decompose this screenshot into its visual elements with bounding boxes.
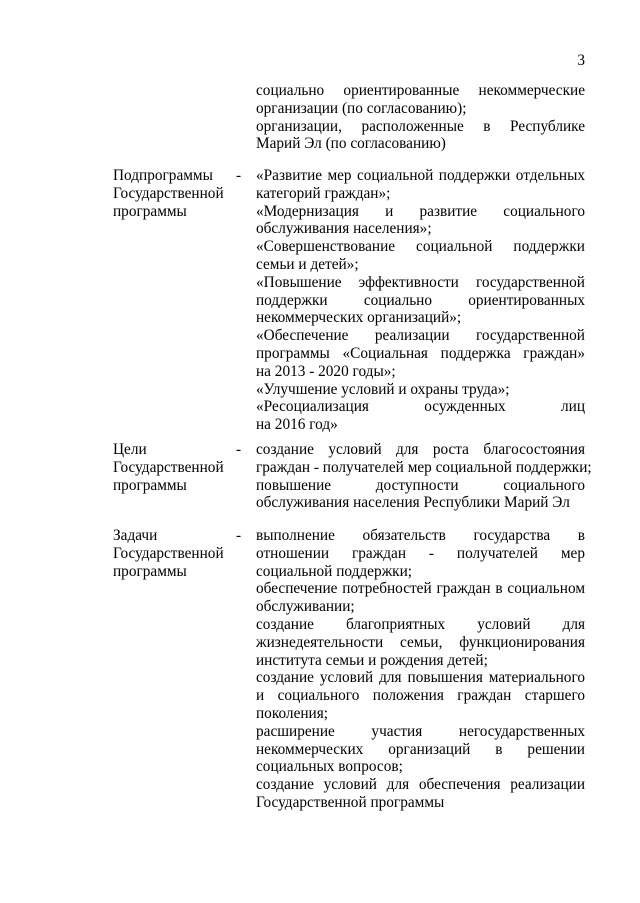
section-subprograms <box>256 167 585 434</box>
text-line: граждан - получателей мер социальной поддержки; <box>256 458 592 476</box>
label-tasks <box>113 527 224 580</box>
text-line: категорий граждан»; <box>256 184 391 202</box>
text-line: создание условий для роста благосостояния <box>256 441 585 458</box>
row-label-line: Государственной <box>113 544 224 562</box>
row-label-line: Задачи <box>113 527 158 544</box>
dash-tasks: - <box>236 527 242 544</box>
text-line: жизнедеятельности семьи, функционирования <box>256 633 585 651</box>
row-label-line: Цели <box>113 441 147 458</box>
text-line: социально ориентированные некоммерческие <box>256 82 585 99</box>
text-line: на 2013 - 2020 годы»; <box>256 362 396 380</box>
text-line: обслуживании; <box>256 598 355 616</box>
text-line: социальной поддержки; <box>256 562 413 580</box>
text-line: создание условий для повышения материального <box>256 669 585 687</box>
label-subprograms <box>113 167 224 220</box>
row-label-line: программы <box>113 476 187 494</box>
text-line: создание условий для обеспечения реализации <box>256 776 585 794</box>
text-line: и социального положения граждан старшего <box>256 687 585 705</box>
section-goals <box>256 441 592 512</box>
text-line: организации, расположенные в Республике <box>256 117 585 135</box>
text-line: выполнение обязательств государства в <box>256 527 585 544</box>
section-tasks <box>256 527 585 812</box>
text-line: повышение доступности социального <box>256 476 585 494</box>
label-goals <box>113 441 224 494</box>
text-line: «Развитие мер социальной поддержки отдельных <box>256 167 585 184</box>
text-line: создание благоприятных условий для <box>256 615 585 633</box>
row-label-line: Государственной <box>113 458 224 476</box>
text-line: «Улучшение условий и охраны труда»; <box>256 380 510 398</box>
text-line: обслуживания населения Республики Марий Эл <box>256 494 570 512</box>
text-line: Государственной программы <box>256 793 445 811</box>
text-line: «Повышение эффективности государственной <box>256 273 585 291</box>
text-line: некоммерческих организаций в решении <box>256 740 585 758</box>
text-line: обеспечение потребностей граждан в социальном <box>256 580 585 598</box>
text-line: поколения; <box>256 704 329 722</box>
text-line: организации (по согласованию); <box>256 99 467 117</box>
text-line: расширение участия негосударственных <box>256 722 585 740</box>
dash-goals: - <box>236 441 242 458</box>
text-line: Марий Эл (по согласованию) <box>256 135 446 153</box>
text-line: отношении граждан - получателей мер <box>256 544 585 562</box>
page-number: 3 <box>577 52 585 69</box>
row-label-line: программы <box>113 562 187 580</box>
row-label-line: программы <box>113 202 187 220</box>
section-participants-continued <box>256 82 585 153</box>
text-line: социальных вопросов; <box>256 758 403 776</box>
dash-subprograms: - <box>236 167 242 184</box>
text-line: поддержки социально ориентированных <box>256 291 585 309</box>
text-line: института семьи и рождения детей; <box>256 651 488 669</box>
text-line: «Обеспечение реализации государственной <box>256 327 585 345</box>
text-line: семьи и детей»; <box>256 255 359 273</box>
row-label-line: Государственной <box>113 184 224 202</box>
text-line: «Модернизация и развитие социального <box>256 202 585 220</box>
text-line: «Ресоциализация осужденных лиц <box>256 398 585 416</box>
text-line: «Совершенствование социальной поддержки <box>256 238 585 256</box>
text-line: на 2016 год» <box>256 416 338 434</box>
text-line: программы «Социальная поддержка граждан» <box>256 344 585 362</box>
text-line: обслуживания населения»; <box>256 220 432 238</box>
text-line: некоммерческих организаций»; <box>256 309 462 327</box>
row-label-line: Подпрограммы <box>113 167 213 184</box>
